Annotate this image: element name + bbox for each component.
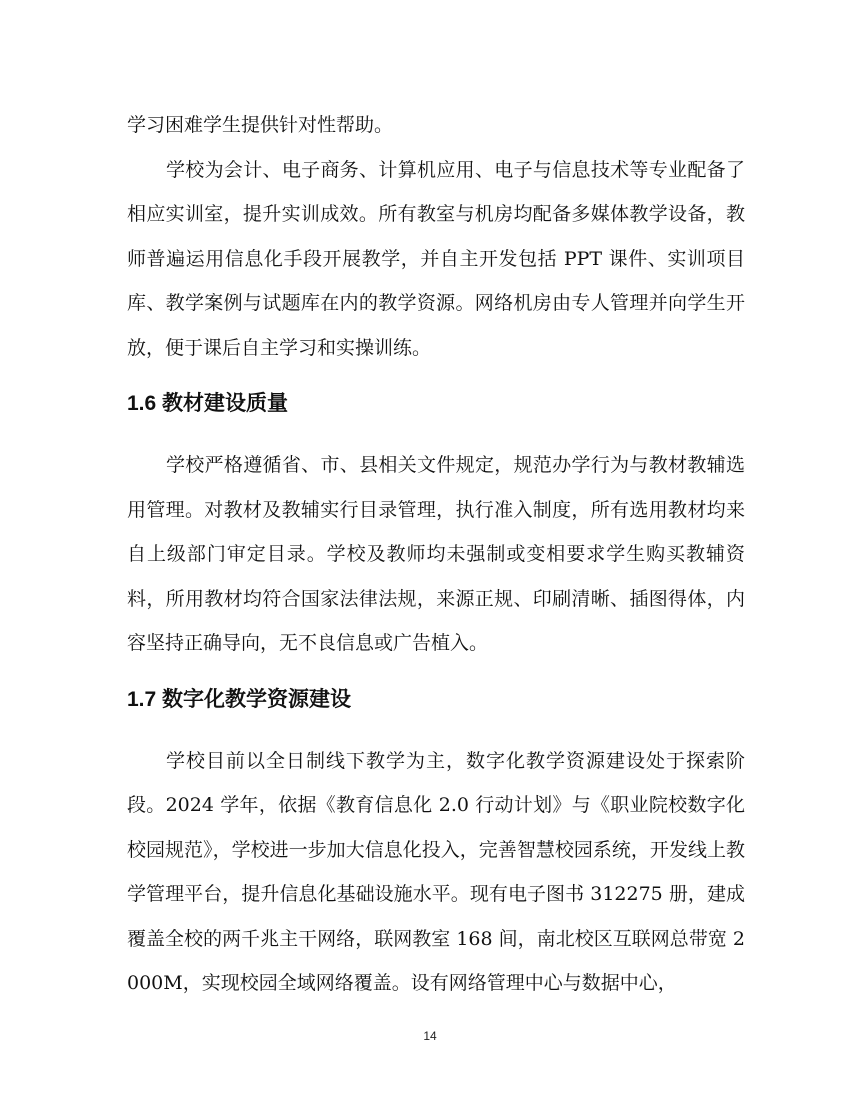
section-heading-1-6: 1.6 教材建设质量 — [127, 392, 289, 415]
page-body — [127, 103, 745, 1006]
section-heading-1-7: 1.7 数字化教学资源建设 — [127, 687, 352, 711]
paragraph-continuation: 学习困难学生提供针对性帮助。 — [127, 114, 394, 136]
paragraph-digital-resources: 学校目前以全日制线下教学为主，数字化教学资源建设处于探索阶段。2024 学年，依据《教育信息化 2.0 行动计划》与《职业院校数字化校园规范》，学校进一步加大信息化投入，完善智慧校园系统，开发线上教学管理平台，提升信息化基础设施水平。现有电子图书 312275 册，建成覆盖全校的两千兆主干网络，联网教室 168 间，南北校区互联网总带宽 2000M，实现校园全域网络覆盖。设有网络管理中心与数据中心， — [127, 749, 745, 994]
paragraph-training-rooms: 学校为会计、电子商务、计算机应用、电子与信息技术等专业配备了相应实训室，提升实训成效。所有教室与机房均配备多媒体教学设备，教师普遍运用信息化手段开展教学，并自主开发包括 PPT 课件、实训项目库、教学案例与试题库在内的教学资源。网络机房由专人管理并向学生开放，便于课后自主学习和实操训练。 — [127, 158, 745, 359]
page-number: 14 — [423, 1029, 437, 1043]
paragraph-textbook-quality: 学校严格遵循省、市、县相关文件规定，规范办学行为与教材教辅选用管理。对教材及教辅实行目录管理，执行准入制度，所有选用教材均来自上级部门审定目录。学校及教师均未强制或变相要求学生购买教辅资料，所用教材均符合国家法律法规，来源正规、印刷清晰、插图得体，内容坚持正确导向，无不良信息或广告植入。 — [127, 454, 745, 654]
